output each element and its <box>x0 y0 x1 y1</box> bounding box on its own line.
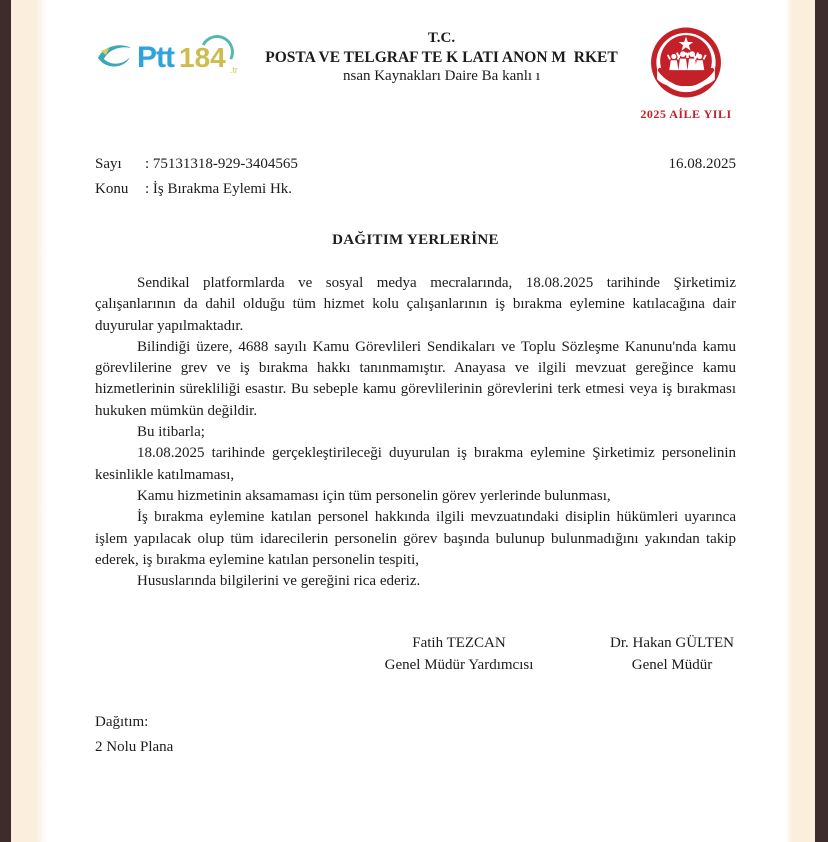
konu-label: Konu <box>95 181 129 197</box>
left-frame-cream-strip <box>11 0 47 842</box>
signatory-name: Fatih TEZCAN <box>412 635 506 652</box>
letterhead-tc: T.C. <box>427 30 456 46</box>
paragraph-1: Sendikal platformlarda ve sosyal medya mecralarında, 18.08.2025 tarihinde Şirketimiz çalışanlarının da dahil olduğu tüm hizmet kolu çalışanlarının iş bırakma eylemine katılacağına dair duyurular yapılmaktadır. <box>95 275 736 334</box>
paragraph-7: Hususlarında bilgilerini ve gereğini rica ederiz. <box>137 573 421 590</box>
distribution-block <box>95 710 736 760</box>
signature-general-manager <box>567 632 777 676</box>
paragraph-6: İş bırakma eylemine katılan personel hakkında ilgili mevzuatındaki disiplin hükümleri uyarınca işlem yapılacak olup tüm idarecilerin personelin görev başında bulunup bulunmadığını yakından takip ederek, iş bırakma eylemine katılan personelin tespiti, <box>95 509 736 568</box>
family-year-emblem-icon <box>648 89 724 106</box>
letterhead-organization: POSTA VE TELGRAF TE K LATI ANON M RKET <box>265 49 618 66</box>
ptt-bird-icon <box>95 38 137 77</box>
left-frame-brown-strip <box>0 0 11 842</box>
distribution-item: 2 Nolu Plana <box>95 739 174 756</box>
ptt-logo-word: Ptt <box>137 40 174 74</box>
sayi-row <box>95 152 736 177</box>
letterhead-department: nsan Kaynakları Daire Ba kanlı ı <box>342 68 540 84</box>
paragraph-5: Kamu hizmetinin aksamaması için tüm personelin görev yerlerinde bulunması, <box>137 487 611 504</box>
ptt-logo-number: 184 <box>179 44 226 72</box>
distribution-label: Dağıtım: <box>95 714 149 731</box>
letterhead-titles <box>247 22 636 85</box>
konu-row <box>95 177 736 202</box>
paragraph-4: 18.08.2025 tarihinde gerçekleştirileceği duyurulan iş bırakma eylemine Şirketimiz personelinin kesinlikle katılmaması, <box>95 445 736 483</box>
signature-deputy <box>347 632 571 676</box>
konu-value: : İş Bırakma Eylemi Hk. <box>145 181 293 197</box>
signatory-title: Genel Müdür <box>631 657 713 674</box>
family-year-label: 2025 AİLE YILI <box>640 107 732 121</box>
letter-body <box>95 273 736 592</box>
sayi-value: : 75131318-929-3404565 <box>145 156 298 172</box>
ptt-logo <box>95 22 247 77</box>
signature-block <box>95 632 736 698</box>
subject-heading: DAĞITIM YERLERİNE <box>332 232 499 248</box>
family-year-emblem <box>636 22 736 122</box>
letterhead <box>95 22 736 122</box>
right-frame-cream-strip <box>785 0 815 842</box>
signatory-title: Genel Müdür Yardımcısı <box>384 657 534 674</box>
right-frame-brown-strip <box>815 0 828 842</box>
document-date: 16.08.2025 <box>668 156 736 172</box>
document-meta <box>95 152 736 202</box>
sayi-label: Sayı <box>95 156 122 172</box>
paragraph-2: Bilindiği üzere, 4688 sayılı Kamu Görevlileri Sendikaları ve Toplu Sözleşme Kanunu'nda kamu görevlilerine grev ve iş bırakma hakkı tanınmamıştır. Anayasa ve ilgili mevzuat gereğince kamu hizmetlerinin sürekliliği esastır. Bu sebeple kamu görevlilerinin görevlerini terk etmesi veya iş bırakması hukuken mümkün değildir. <box>95 338 736 419</box>
paragraph-3: Bu itibarla; <box>137 424 205 441</box>
ptt-logo-tld: .tr <box>229 65 238 75</box>
signatory-name: Dr. Hakan GÜLTEN <box>609 635 734 652</box>
document-page <box>47 0 785 842</box>
